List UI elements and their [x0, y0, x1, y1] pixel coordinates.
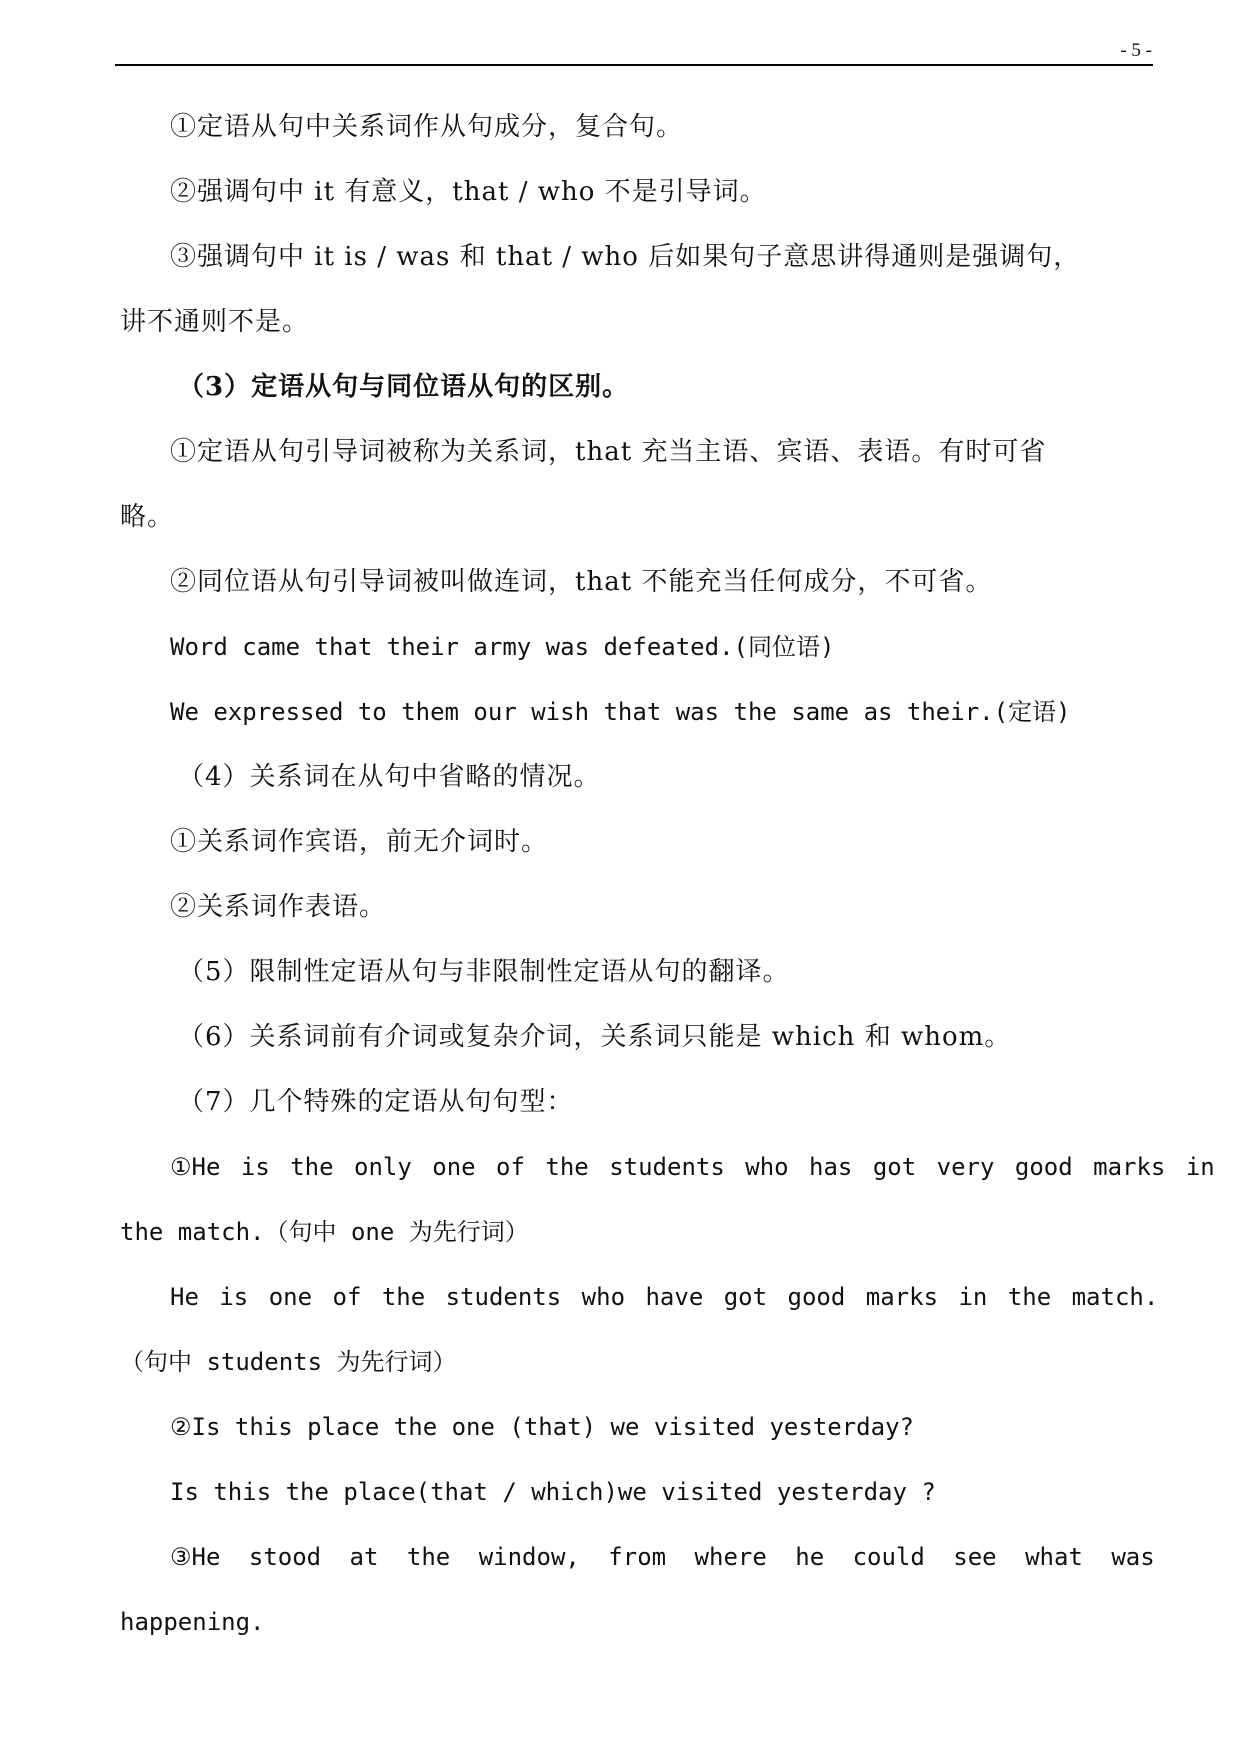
example-sentence: Word came that their army was defeated.(同位语) [170, 633, 835, 661]
text-line: ①定语从句中关系词作从句成分，复合句。 [170, 112, 684, 142]
text-line: 略。 [120, 502, 175, 532]
section-heading: （5）限制性定语从句与非限制性定语从句的翻译。 [178, 957, 790, 987]
example-sentence: ②Is this place the one (that) we visited yesterday? [170, 1413, 914, 1441]
example-sentence: ①He is the only one of the students who has got very good marks in [170, 1153, 1215, 1181]
text-line: ①定语从句引导词被称为关系词，that 充当主语、宾语、表语。有时可省 [170, 437, 1047, 467]
header-rule [115, 64, 1153, 66]
text-line: ②强调句中 it 有意义，that / who 不是引导词。 [170, 177, 767, 207]
example-sentence: （句中 students 为先行词） [120, 1348, 457, 1376]
text-line: ②关系词作表语。 [170, 892, 387, 922]
example-sentence: ③He stood at the window, from where he could see what was [170, 1543, 1155, 1571]
text-line: ①关系词作宾语，前无介词时。 [170, 827, 549, 857]
text-line: ②同位语从句引导词被叫做连词，that 不能充当任何成分，不可省。 [170, 567, 993, 597]
text-line: ③强调句中 it is / was 和 that / who 后如果句子意思讲得通则是强调句， [170, 242, 1081, 272]
page-number: - 5 - [1120, 40, 1152, 61]
section-heading: （4）关系词在从句中省略的情况。 [178, 762, 601, 792]
example-sentence: the match.（句中 one 为先行词） [120, 1218, 529, 1246]
example-sentence: happening. [120, 1608, 265, 1636]
section-heading: （7）几个特殊的定语从句句型： [178, 1087, 574, 1117]
example-sentence: He is one of the students who have got good marks in the match. [170, 1283, 1159, 1311]
example-sentence: Is this the place(that / which)we visited yesterday ? [170, 1478, 936, 1506]
example-sentence: We expressed to them our wish that was the same as their.(定语) [170, 698, 1071, 726]
section-heading: （3）定语从句与同位语从句的区别。 [178, 372, 630, 402]
section-heading: （6）关系词前有介词或复杂介词，关系词只能是 which 和 whom。 [178, 1022, 1012, 1052]
text-line: 讲不通则不是。 [120, 307, 310, 337]
